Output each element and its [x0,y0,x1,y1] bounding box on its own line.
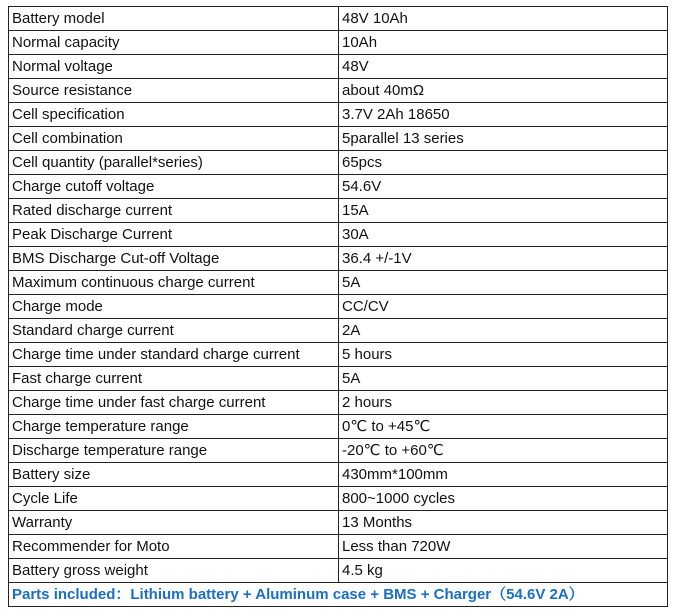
spec-label: Warranty [9,511,339,535]
spec-row [9,31,668,55]
spec-value: 2A [339,319,668,343]
spec-row [9,175,668,199]
spec-label: Charge temperature range [9,415,339,439]
spec-value: -20℃ to +60℃ [339,439,668,463]
spec-label: Peak Discharge Current [9,223,339,247]
spec-value: 65pcs [339,151,668,175]
spec-row [9,271,668,295]
spec-label: Recommender for Moto [9,535,339,559]
spec-value: Less than 720W [339,535,668,559]
spec-value: 5A [339,367,668,391]
spec-label: Standard charge current [9,319,339,343]
spec-value: 13 Months [339,511,668,535]
spec-row [9,103,668,127]
spec-value: 15A [339,199,668,223]
spec-value: 0℃ to +45℃ [339,415,668,439]
spec-value: 4.5 kg [339,559,668,583]
spec-row [9,199,668,223]
spec-value: 2 hours [339,391,668,415]
spec-label: Cell quantity (parallel*series) [9,151,339,175]
parts-included-text: Parts included：Lithium battery + Aluminum case + BMS + Charger（54.6V 2A） [9,583,668,607]
spec-value: 5 hours [339,343,668,367]
spec-row [9,7,668,31]
spec-label: Battery gross weight [9,559,339,583]
spec-label: BMS Discharge Cut-off Voltage [9,247,339,271]
spec-label: Normal voltage [9,55,339,79]
spec-value: 5A [339,271,668,295]
spec-label: Charge time under fast charge current [9,391,339,415]
spec-value: about 40mΩ [339,79,668,103]
spec-label: Rated discharge current [9,199,339,223]
spec-row [9,439,668,463]
spec-row [9,487,668,511]
spec-row [9,343,668,367]
spec-label: Cell combination [9,127,339,151]
spec-value: 48V 10Ah [339,7,668,31]
spec-value: 36.4 +/-1V [339,247,668,271]
spec-label: Maximum continuous charge current [9,271,339,295]
spec-row [9,319,668,343]
spec-label: Cell specification [9,103,339,127]
spec-label: Battery size [9,463,339,487]
spec-label: Discharge temperature range [9,439,339,463]
spec-value: 10Ah [339,31,668,55]
spec-value: 54.6V [339,175,668,199]
spec-row [9,511,668,535]
spec-row [9,127,668,151]
spec-label: Normal capacity [9,31,339,55]
spec-label: Cycle Life [9,487,339,511]
spec-row [9,295,668,319]
spec-value: 30A [339,223,668,247]
spec-label: Charge cutoff voltage [9,175,339,199]
spec-label: Battery model [9,7,339,31]
spec-row [9,535,668,559]
spec-row [9,151,668,175]
spec-row [9,463,668,487]
spec-row [9,223,668,247]
spec-label: Charge time under standard charge current [9,343,339,367]
spec-value: 48V [339,55,668,79]
spec-table-body [9,7,668,607]
spec-value: 430mm*100mm [339,463,668,487]
spec-value: CC/CV [339,295,668,319]
spec-row [9,415,668,439]
spec-label: Charge mode [9,295,339,319]
spec-table [8,6,668,607]
spec-label: Fast charge current [9,367,339,391]
spec-value: 5parallel 13 series [339,127,668,151]
spec-row [9,55,668,79]
spec-row [9,391,668,415]
parts-included-row [9,583,668,607]
spec-value: 800~1000 cycles [339,487,668,511]
spec-row [9,247,668,271]
spec-row [9,559,668,583]
spec-value: 3.7V 2Ah 18650 [339,103,668,127]
spec-label: Source resistance [9,79,339,103]
spec-row [9,79,668,103]
spec-row [9,367,668,391]
